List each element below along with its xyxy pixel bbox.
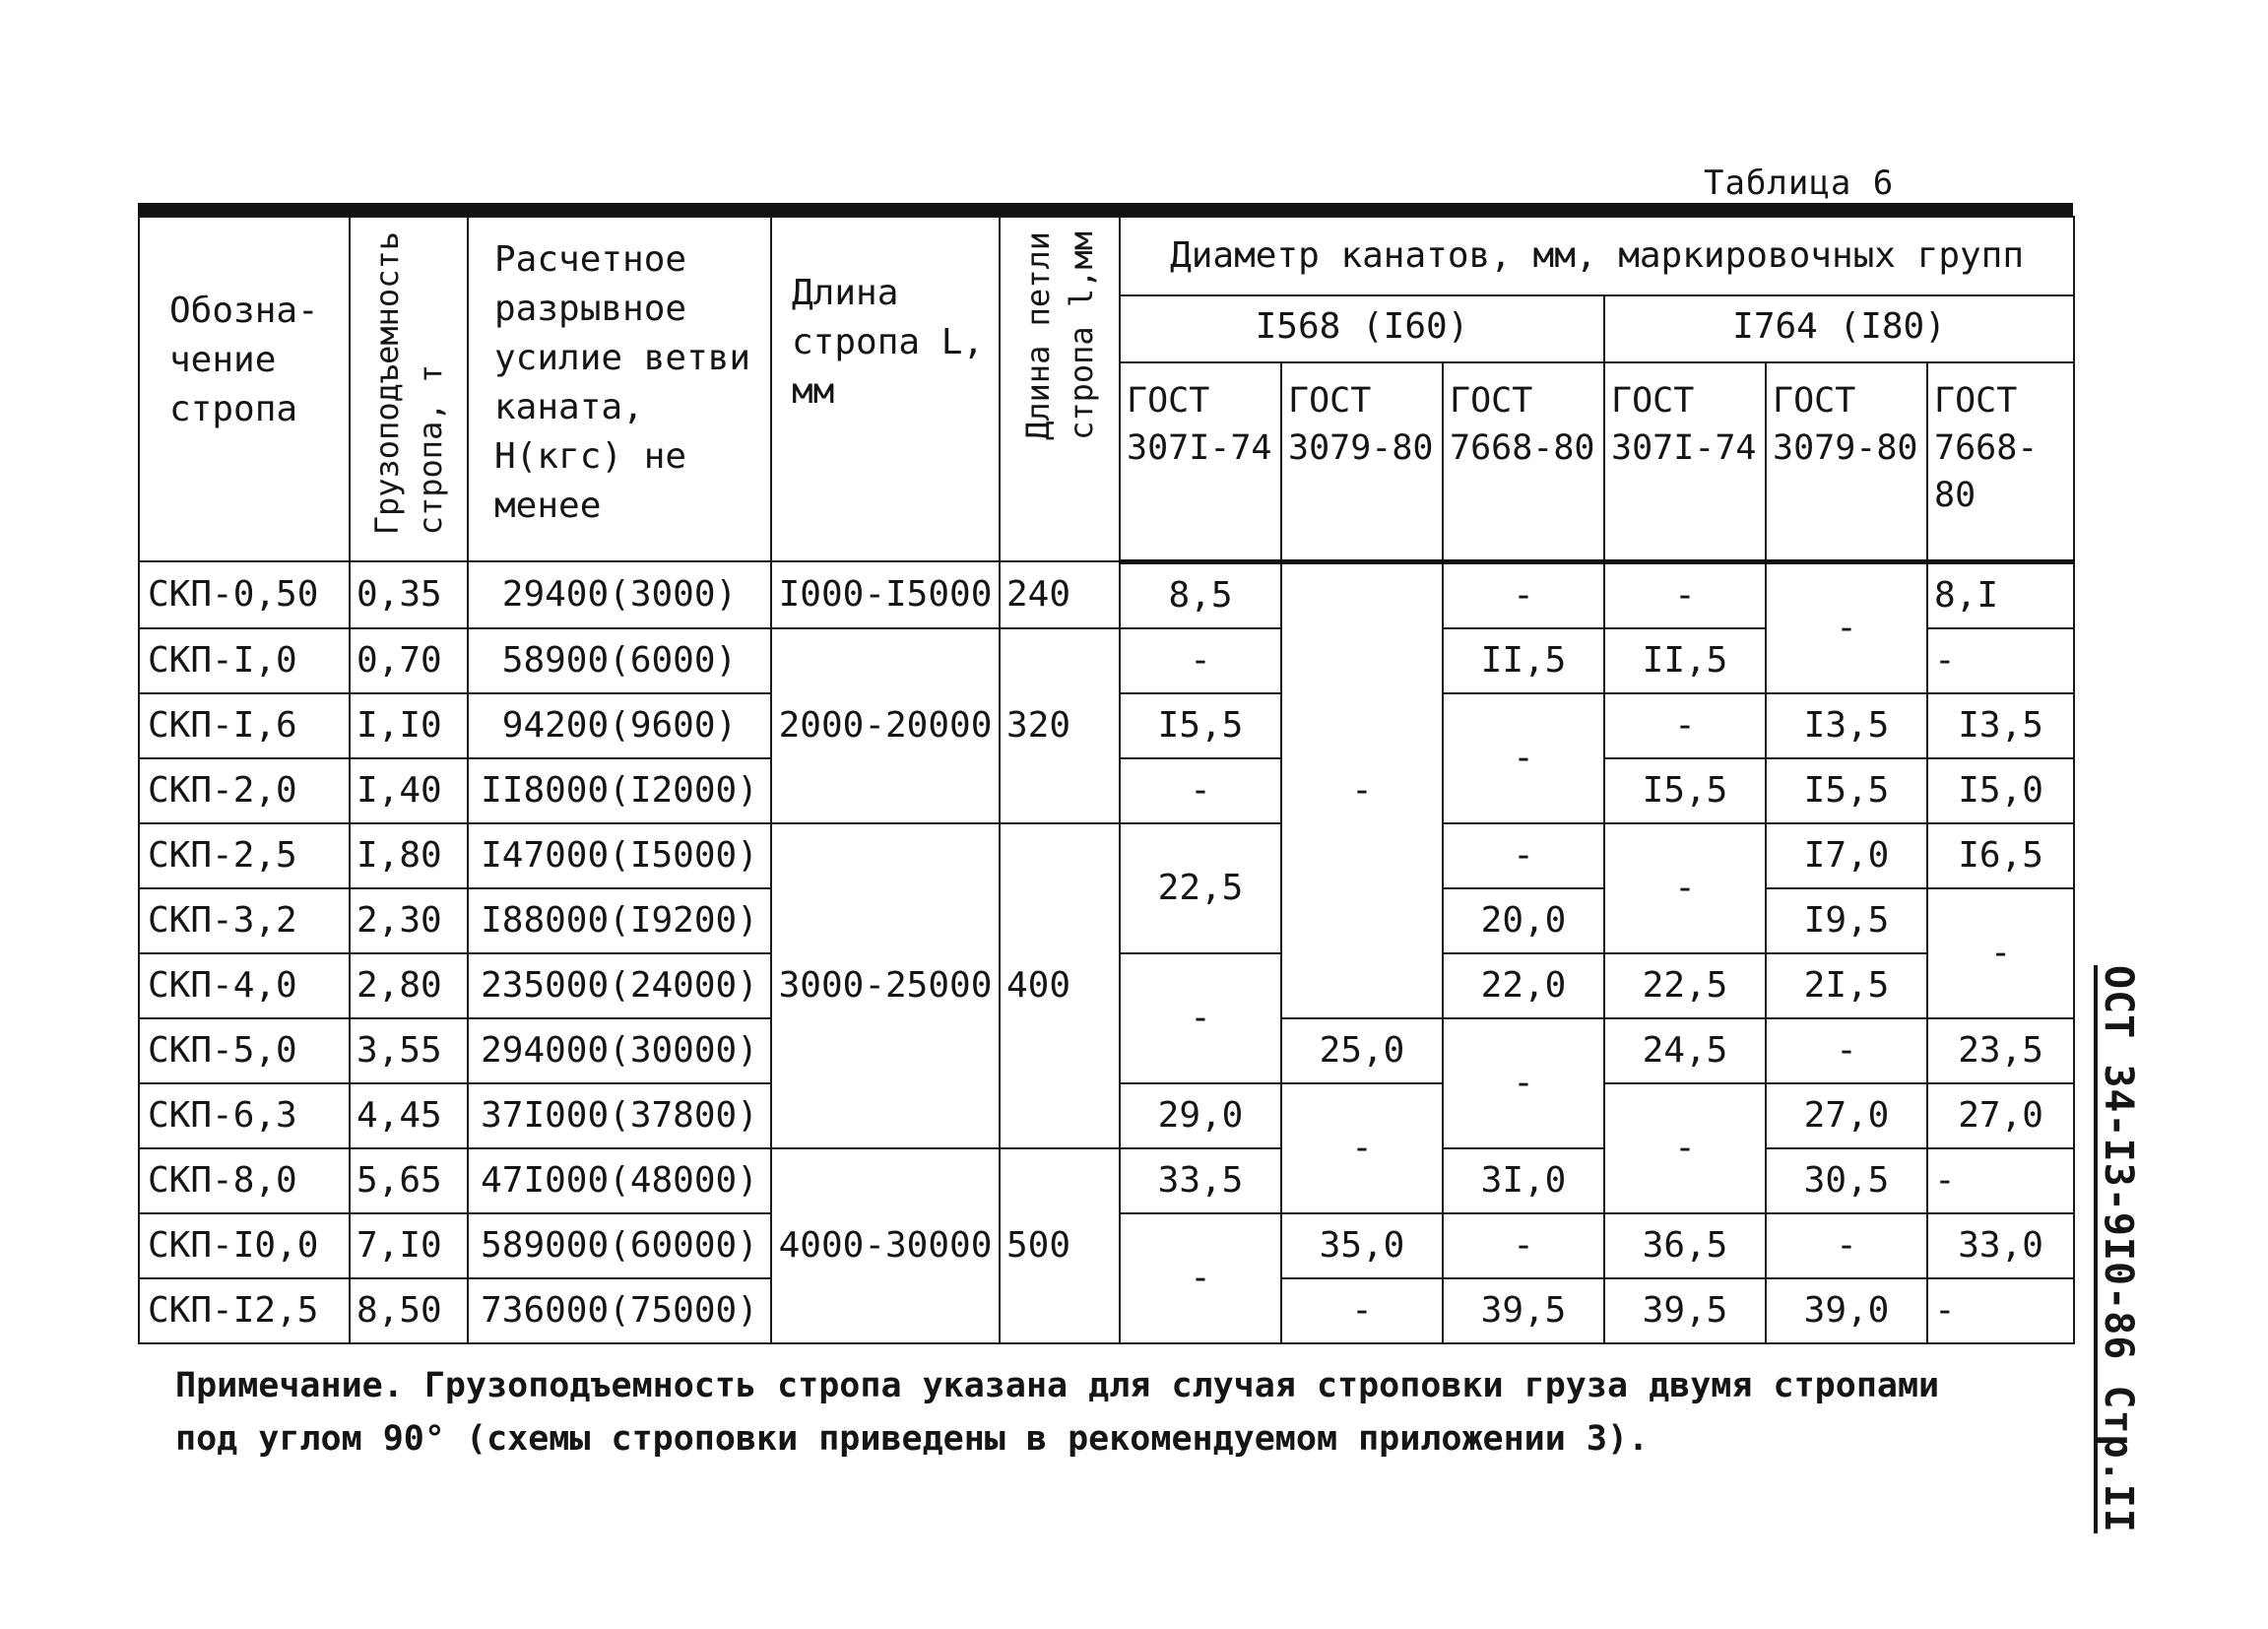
cell-diameter: - xyxy=(1443,1018,1604,1148)
cell-capacity: 7,I0 xyxy=(350,1213,468,1278)
cell-diameter: - xyxy=(1120,758,1281,823)
cell-designation: СКП-I,6 xyxy=(139,693,350,758)
table-row xyxy=(139,823,2074,888)
cell-diameter: 30,5 xyxy=(1766,1148,1927,1213)
cell-capacity: 8,50 xyxy=(350,1278,468,1343)
cell-diameter: 39,5 xyxy=(1443,1278,1604,1343)
cell-diameter: - xyxy=(1604,823,1766,953)
cell-capacity: I,I0 xyxy=(350,693,468,758)
cell-diameter: 20,0 xyxy=(1443,888,1604,953)
cell-capacity: 0,35 xyxy=(350,561,468,628)
cell-diameter: - xyxy=(1604,1083,1766,1213)
header-gost-3071-b: ГОСТ 307I-74 xyxy=(1604,362,1766,561)
cell-sling-length: I000-I5000 xyxy=(771,561,1000,628)
cell-diameter: I9,5 xyxy=(1766,888,1927,953)
cell-diameter: 8,5 xyxy=(1120,561,1281,628)
cell-force: 47I000(48000) xyxy=(468,1148,771,1213)
cell-diameter: 33,0 xyxy=(1927,1213,2074,1278)
cell-designation: СКП-8,0 xyxy=(139,1148,350,1213)
cell-diameter: 33,5 xyxy=(1120,1148,1281,1213)
header-diameter-group: Диаметр канатов, мм, маркировочных групп xyxy=(1120,217,2074,295)
cell-diameter: I5,5 xyxy=(1604,758,1766,823)
cell-diameter: 3I,0 xyxy=(1443,1148,1604,1213)
table-note: Примечание. Грузоподъемность стропа указана для случая строповки груза двумя стропами под углом 90° (схемы строповки приведены в рекомендуемом приложении 3). xyxy=(175,1366,1940,1459)
header-group-1764: I764 (I80) xyxy=(1604,295,2074,362)
cell-diameter: I5,5 xyxy=(1120,693,1281,758)
cell-sling-length: 4000-30000 xyxy=(771,1148,1000,1343)
cell-diameter: 8,I xyxy=(1927,561,2074,628)
cell-capacity: 3,55 xyxy=(350,1018,468,1083)
cell-force: 94200(9600) xyxy=(468,693,771,758)
cell-capacity: 4,45 xyxy=(350,1083,468,1148)
cell-diameter: - xyxy=(1443,823,1604,888)
cell-diameter: 22,5 xyxy=(1120,823,1281,953)
cell-capacity: 5,65 xyxy=(350,1148,468,1213)
header-loop-length-text: Длина петли стропа l,мм xyxy=(1019,231,1100,440)
cell-capacity: 2,30 xyxy=(350,888,468,953)
cell-force: 736000(75000) xyxy=(468,1278,771,1343)
header-gost-3071-a: ГОСТ 307I-74 xyxy=(1120,362,1281,561)
cell-diameter: - xyxy=(1120,1213,1281,1343)
table-row xyxy=(139,1148,2074,1213)
cell-diameter: - xyxy=(1120,953,1281,1083)
cell-force: I47000(I5000) xyxy=(468,823,771,888)
cell-capacity: 2,80 xyxy=(350,953,468,1018)
cell-diameter: 25,0 xyxy=(1281,1018,1443,1083)
table-caption: Таблица 6 xyxy=(1704,163,1895,203)
cell-loop-length: 320 xyxy=(1000,628,1120,823)
table-row xyxy=(139,561,2074,628)
header-group-1568: I568 (I60) xyxy=(1120,295,1604,362)
cell-diameter: I6,5 xyxy=(1927,823,2074,888)
cell-diameter: - xyxy=(1604,693,1766,758)
cell-diameter: 27,0 xyxy=(1927,1083,2074,1148)
header-gost-7668-b: ГОСТ 7668- 80 xyxy=(1927,362,2074,561)
cell-designation: СКП-2,0 xyxy=(139,758,350,823)
cell-capacity: 0,70 xyxy=(350,628,468,693)
header-breaking-force: Расчетное разрывное усилие ветви каната, Н(кгс) не менее xyxy=(468,217,771,561)
cell-capacity: I,80 xyxy=(350,823,468,888)
cell-diameter: - xyxy=(1927,1278,2074,1343)
cell-diameter: 24,5 xyxy=(1604,1018,1766,1083)
slings-table xyxy=(138,216,2075,1344)
cell-loop-length: 400 xyxy=(1000,823,1120,1148)
cell-diameter: I7,0 xyxy=(1766,823,1927,888)
header-capacity xyxy=(350,217,468,561)
cell-diameter: I5,5 xyxy=(1766,758,1927,823)
cell-loop-length: 240 xyxy=(1000,561,1120,628)
header-gost-3079-b: ГОСТ 3079-80 xyxy=(1766,362,1927,561)
cell-force: 37I000(37800) xyxy=(468,1083,771,1148)
header-sling-length: Длина стропа L, мм xyxy=(771,217,1000,561)
cell-designation: СКП-4,0 xyxy=(139,953,350,1018)
cell-diameter: - xyxy=(1766,1018,1927,1083)
cell-force: 58900(6000) xyxy=(468,628,771,693)
cell-diameter: - xyxy=(1281,561,1443,1018)
cell-designation: СКП-2,5 xyxy=(139,823,350,888)
cell-diameter: I3,5 xyxy=(1927,693,2074,758)
header-gost-3079-a: ГОСТ 3079-80 xyxy=(1281,362,1443,561)
cell-force: 589000(60000) xyxy=(468,1213,771,1278)
header-capacity-text: Грузоподъемность стропа, т xyxy=(368,231,449,536)
header-loop-length xyxy=(1000,217,1120,561)
cell-diameter: 2I,5 xyxy=(1766,953,1927,1018)
cell-diameter: - xyxy=(1766,561,1927,693)
cell-capacity: I,40 xyxy=(350,758,468,823)
cell-diameter: 23,5 xyxy=(1927,1018,2074,1083)
cell-designation: СКП-I,0 xyxy=(139,628,350,693)
header-gost-7668-a: ГОСТ 7668-80 xyxy=(1443,362,1604,561)
cell-diameter: 35,0 xyxy=(1281,1213,1443,1278)
cell-force: II8000(I2000) xyxy=(468,758,771,823)
table-top-rule xyxy=(138,203,2073,216)
cell-diameter: - xyxy=(1927,628,2074,693)
cell-diameter: II,5 xyxy=(1604,628,1766,693)
cell-sling-length: 2000-20000 xyxy=(771,628,1000,823)
cell-diameter: 22,0 xyxy=(1443,953,1604,1018)
cell-diameter: - xyxy=(1281,1083,1443,1213)
cell-diameter: - xyxy=(1443,561,1604,628)
cell-designation: СКП-I0,0 xyxy=(139,1213,350,1278)
cell-force: 29400(3000) xyxy=(468,561,771,628)
cell-designation: СКП-I2,5 xyxy=(139,1278,350,1343)
cell-loop-length: 500 xyxy=(1000,1148,1120,1343)
cell-diameter: 29,0 xyxy=(1120,1083,1281,1148)
cell-diameter: 27,0 xyxy=(1766,1083,1927,1148)
cell-diameter: 36,5 xyxy=(1604,1213,1766,1278)
cell-diameter: - xyxy=(1443,693,1604,823)
cell-diameter: - xyxy=(1927,888,2074,1018)
cell-diameter: - xyxy=(1604,561,1766,628)
header-designation: Обозна- чение стропа xyxy=(139,217,350,561)
cell-diameter: - xyxy=(1927,1148,2074,1213)
cell-diameter: II,5 xyxy=(1443,628,1604,693)
cell-diameter: - xyxy=(1281,1278,1443,1343)
cell-force: I88000(I9200) xyxy=(468,888,771,953)
cell-diameter: - xyxy=(1443,1213,1604,1278)
cell-diameter: I5,0 xyxy=(1927,758,2074,823)
cell-sling-length: 3000-25000 xyxy=(771,823,1000,1148)
cell-diameter: 39,5 xyxy=(1604,1278,1766,1343)
cell-diameter: 22,5 xyxy=(1604,953,1766,1018)
cell-diameter: - xyxy=(1120,628,1281,693)
cell-designation: СКП-3,2 xyxy=(139,888,350,953)
cell-diameter: 39,0 xyxy=(1766,1278,1927,1343)
cell-force: 294000(30000) xyxy=(468,1018,771,1083)
cell-designation: СКП-0,50 xyxy=(139,561,350,628)
cell-diameter: - xyxy=(1766,1213,1927,1278)
cell-diameter: I3,5 xyxy=(1766,693,1927,758)
side-document-label: ОСТ 34-I3-9I0-86 Стр.II xyxy=(2096,965,2141,1533)
cell-designation: СКП-5,0 xyxy=(139,1018,350,1083)
cell-designation: СКП-6,3 xyxy=(139,1083,350,1148)
cell-force: 235000(24000) xyxy=(468,953,771,1018)
